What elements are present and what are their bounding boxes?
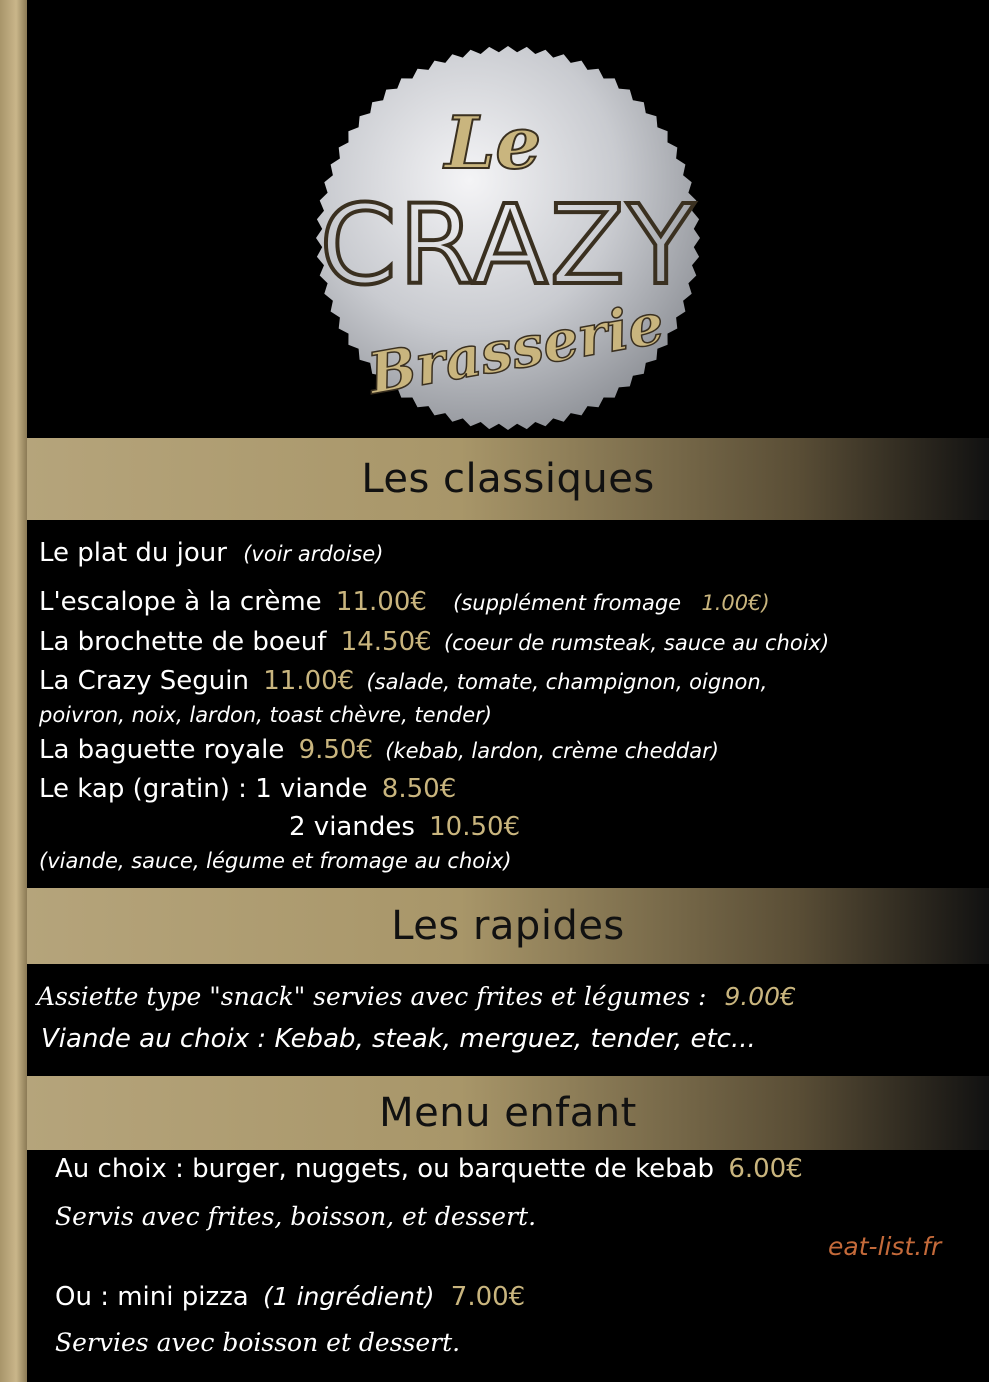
section-header-rapides (27, 888, 989, 964)
logo-brasserie: Brasserie (363, 290, 669, 408)
classiques-footnote: (viande, sauce, légume et fromage au choix) (39, 849, 512, 873)
item-name: Ou : mini pizza (55, 1282, 249, 1312)
section-title-enfant: Menu enfant (379, 1090, 637, 1136)
logo-seal (298, 38, 718, 438)
menu-item (39, 666, 767, 696)
item-note-continued: poivron, noix, lardon, toast chèvre, tender) (39, 703, 492, 727)
section-title-classiques: Les classiques (361, 456, 655, 502)
classiques-list (27, 520, 989, 890)
enfant-item-1 (55, 1154, 803, 1184)
item-note: (1 ingrédient) (262, 1282, 435, 1311)
item-price: 8.50€ (381, 774, 457, 804)
item-price: 10.50€ (429, 812, 521, 842)
item-price: 9.50€ (298, 735, 374, 765)
item-note: (salade, tomate, champignon, oignon, (366, 670, 768, 694)
watermark: eat-list.fr (828, 1232, 942, 1261)
rapides-block (27, 964, 989, 1076)
item-name: 2 viandes (289, 812, 415, 842)
brasserie-logo (298, 38, 718, 438)
enfant-item-2 (55, 1282, 525, 1312)
item-note: (supplément fromage (453, 591, 682, 615)
gold-side-strip (0, 0, 27, 1382)
menu-item (39, 538, 383, 568)
item-price: 7.00€ (450, 1282, 526, 1312)
item-name: La baguette royale (39, 735, 285, 765)
rapides-line-2: Viande au choix : Kebab, steak, merguez, tender, etc... (41, 1024, 756, 1054)
item-note: (kebab, lardon, crème cheddar) (385, 739, 719, 763)
logo-le: Le (444, 100, 542, 185)
rapides-line-1 (37, 982, 796, 1011)
section-title-rapides: Les rapides (391, 903, 625, 949)
item-note: (voir ardoise) (243, 542, 384, 566)
item-note-price: 1.00€) (701, 591, 770, 615)
section-header-classiques (27, 438, 989, 520)
rapides-description: Assiette type "snack" servies avec frites et légumes : (37, 982, 707, 1011)
item-name: Au choix : burger, nuggets, ou barquette de kebab (55, 1154, 715, 1184)
logo-crazy: CRAZY (319, 181, 697, 309)
menu-item (39, 587, 770, 617)
item-name: L'escalope à la crème (39, 587, 322, 617)
item-price: 6.00€ (728, 1154, 803, 1184)
enfant-item-1-note: Servis avec frites, boisson, et dessert. (55, 1202, 537, 1231)
item-name: Le kap (gratin) : 1 viande (39, 774, 368, 804)
enfant-item-2-note: Servies avec boisson et dessert. (55, 1328, 461, 1357)
enfant-block (27, 1150, 989, 1382)
menu-item (289, 812, 520, 842)
rapides-price: 9.00€ (724, 982, 796, 1011)
item-note: (coeur de rumsteak, sauce au choix) (443, 631, 830, 655)
item-price: 14.50€ (340, 627, 432, 657)
menu-item (39, 774, 456, 804)
item-price: 11.00€ (335, 587, 427, 617)
section-header-enfant (27, 1076, 989, 1150)
menu-item (39, 735, 719, 765)
item-price: 11.00€ (263, 666, 355, 696)
item-name: Le plat du jour (39, 538, 227, 568)
item-name: La brochette de boeuf (39, 627, 327, 657)
menu-item (39, 627, 829, 657)
item-name: La Crazy Seguin (39, 666, 249, 696)
